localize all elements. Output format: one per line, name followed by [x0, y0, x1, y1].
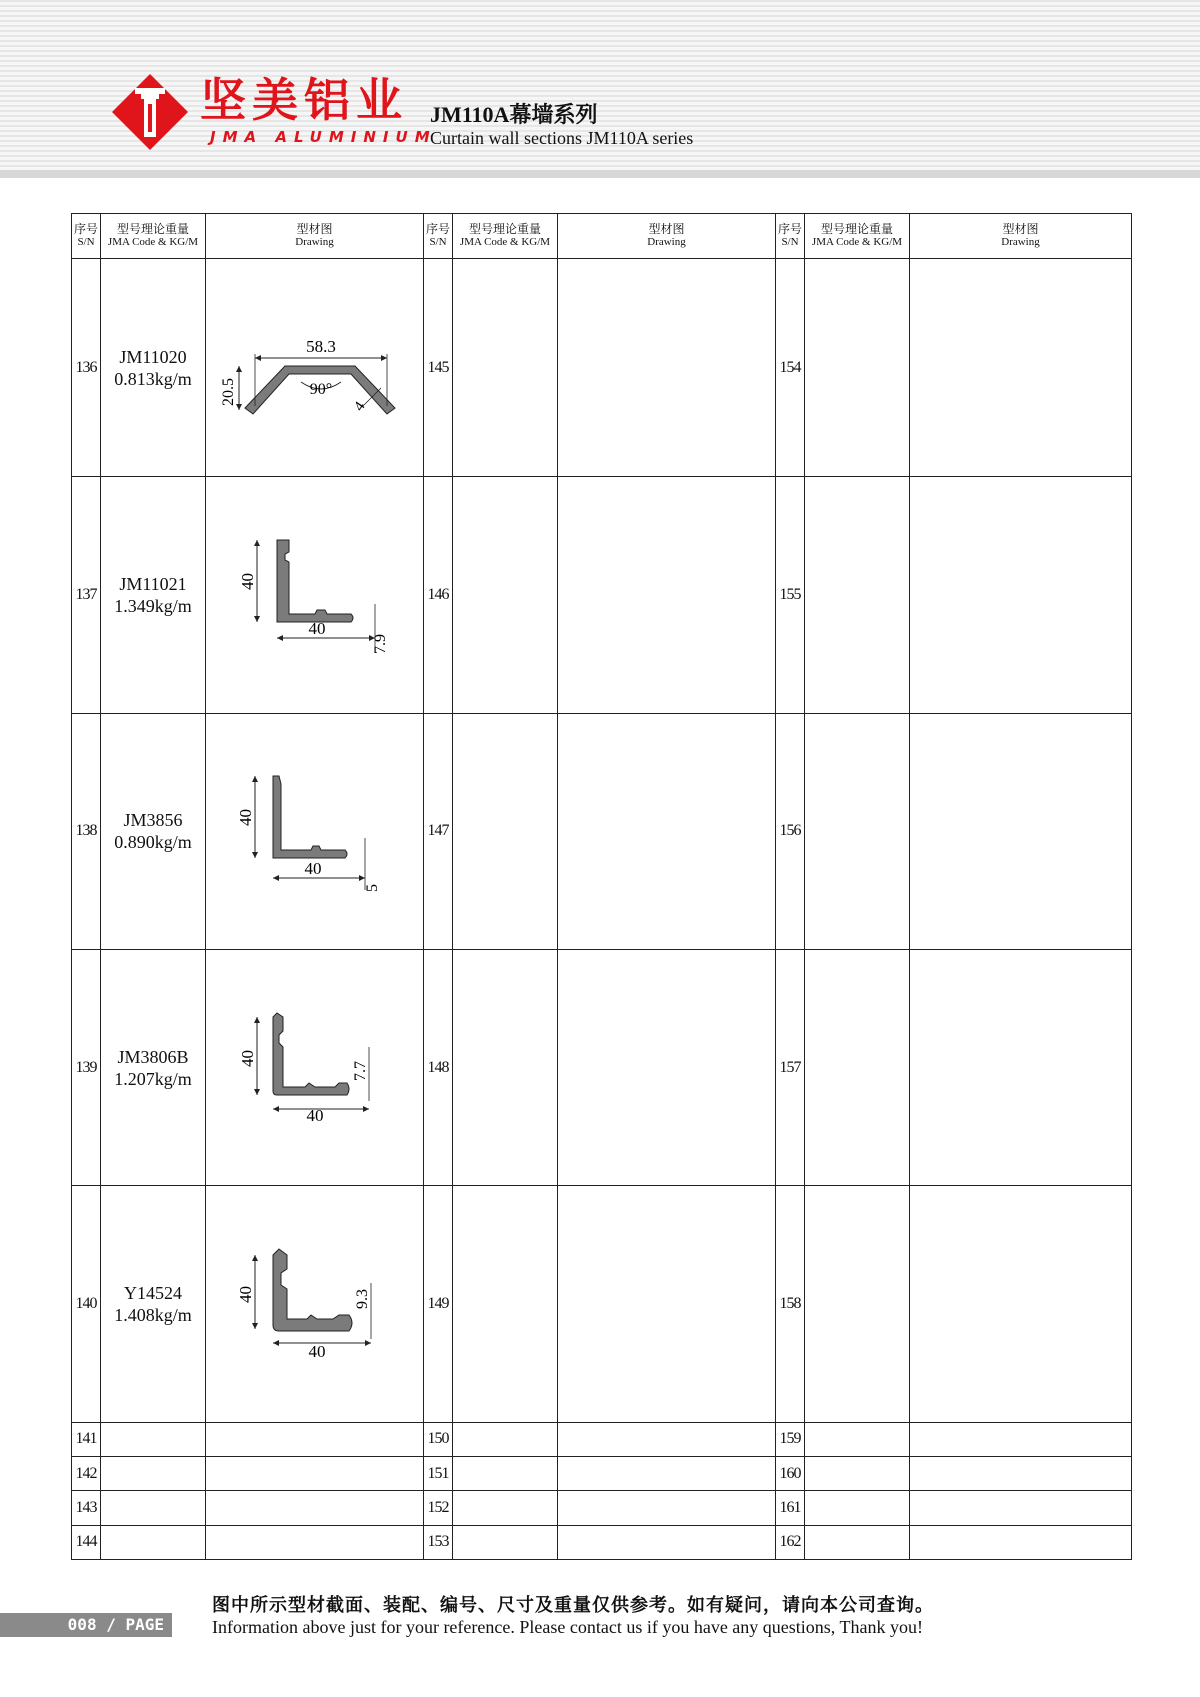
drawing-cell — [558, 713, 776, 949]
svg-text:40: 40 — [306, 1105, 323, 1125]
jma-diamond-logo-icon — [110, 72, 190, 152]
page-number-label: 008 / PAGE — [0, 1613, 172, 1637]
drawing-cell — [558, 1525, 776, 1559]
code-cell — [453, 259, 558, 477]
drawing-cell — [558, 1457, 776, 1491]
table-row — [72, 1491, 1132, 1525]
header-drawing: 型材图 Drawing — [910, 214, 1132, 259]
code-cell — [805, 1457, 910, 1491]
code-cell — [805, 1491, 910, 1525]
profile-weight: 1.408kg/m — [114, 1305, 192, 1326]
header-sn: 序号 S/N — [776, 214, 805, 259]
code-cell — [453, 1186, 558, 1422]
code-cell — [453, 950, 558, 1186]
code-cell — [453, 1422, 558, 1456]
svg-text:90°: 90° — [309, 380, 332, 398]
code-cell — [453, 1457, 558, 1491]
code-cell — [805, 1422, 910, 1456]
code-cell — [101, 1525, 206, 1559]
profile-weight: 1.207kg/m — [114, 1068, 192, 1089]
drawing-cell — [206, 1491, 424, 1525]
sn-cell: 147 — [424, 713, 453, 949]
footer-note-en: Information above just for your reference. Please contact us if you have any questions, Thank you! — [212, 1617, 923, 1637]
sn-cell: 138 — [72, 713, 101, 949]
code-cell — [101, 950, 206, 1186]
svg-text:40: 40 — [237, 1049, 257, 1067]
series-subtitle: Curtain wall sections JM110A series — [430, 128, 694, 148]
table-row — [72, 259, 1132, 477]
code-cell — [453, 1525, 558, 1559]
svg-text:20.5: 20.5 — [219, 377, 237, 406]
drawing-cell — [206, 1457, 424, 1491]
drawing-cell — [910, 1186, 1132, 1422]
header-sn: 序号 S/N — [424, 214, 453, 259]
sn-cell: 148 — [424, 950, 453, 1186]
drawing-cell — [910, 259, 1132, 477]
drawing-cell — [910, 477, 1132, 713]
drawing-cell — [206, 477, 424, 713]
sn-cell: 156 — [776, 713, 805, 949]
code-cell — [453, 713, 558, 949]
profile-weight: 0.890kg/m — [114, 832, 192, 853]
header-drawing: 型材图 Drawing — [206, 214, 424, 259]
code-cell — [101, 713, 206, 949]
profile-code: JM11021 — [119, 574, 187, 595]
sn-cell: 159 — [776, 1422, 805, 1456]
code-cell — [805, 259, 910, 477]
drawing-cell — [206, 1525, 424, 1559]
code-cell — [101, 1422, 206, 1456]
sn-cell: 137 — [72, 477, 101, 713]
sn-cell: 149 — [424, 1186, 453, 1422]
drawing-cell — [910, 1457, 1132, 1491]
sn-cell: 152 — [424, 1491, 453, 1525]
svg-text:40: 40 — [235, 809, 255, 827]
sn-cell: 139 — [72, 950, 101, 1186]
drawing-cell — [558, 1491, 776, 1525]
svg-text:40: 40 — [308, 1342, 325, 1362]
header-drawing: 型材图 Drawing — [558, 214, 776, 259]
code-cell — [805, 713, 910, 949]
drawing-cell — [910, 950, 1132, 1186]
profile-drawing-jm11020 — [215, 308, 415, 428]
drawing-cell — [558, 259, 776, 477]
drawing-cell — [910, 1525, 1132, 1559]
drawing-cell — [206, 713, 424, 949]
sn-cell: 157 — [776, 950, 805, 1186]
drawing-cell — [558, 1422, 776, 1456]
drawing-cell — [558, 477, 776, 713]
sn-cell: 140 — [72, 1186, 101, 1422]
table-header-row — [72, 214, 1132, 259]
sn-cell: 153 — [424, 1525, 453, 1559]
header-code: 型号理论重量 JMA Code & KG/M — [101, 214, 206, 259]
sn-cell: 161 — [776, 1491, 805, 1525]
sn-cell: 141 — [72, 1422, 101, 1456]
sn-cell: 150 — [424, 1422, 453, 1456]
svg-text:40: 40 — [308, 619, 325, 639]
header-bottom-stripe — [0, 170, 1200, 178]
svg-text:40: 40 — [235, 1286, 255, 1304]
code-cell — [101, 477, 206, 713]
header-code: 型号理论重量 JMA Code & KG/M — [453, 214, 558, 259]
sn-cell: 145 — [424, 259, 453, 477]
sn-cell: 136 — [72, 259, 101, 477]
drawing-cell — [206, 1186, 424, 1422]
svg-text:58.3: 58.3 — [305, 336, 336, 356]
profile-drawing-jm11021 — [215, 530, 415, 660]
code-cell — [453, 1491, 558, 1525]
svg-text:7.9: 7.9 — [371, 634, 389, 655]
table-row — [72, 950, 1132, 1186]
profile-catalog-table — [71, 213, 1132, 1560]
code-cell — [101, 1186, 206, 1422]
svg-text:5: 5 — [363, 884, 381, 893]
profile-drawing-jm3806b — [215, 1003, 415, 1133]
drawing-cell — [910, 1422, 1132, 1456]
svg-text:4: 4 — [350, 398, 369, 414]
profile-code: JM3856 — [123, 810, 183, 831]
profile-drawing-jm3856 — [215, 766, 415, 896]
drawing-cell — [910, 1491, 1132, 1525]
profile-code: Y14524 — [124, 1283, 182, 1304]
profile-code: JM3806B — [117, 1046, 189, 1067]
sn-cell: 143 — [72, 1491, 101, 1525]
profile-weight: 1.349kg/m — [114, 596, 192, 617]
sn-cell: 151 — [424, 1457, 453, 1491]
series-title: JM110A幕墙系列 — [430, 102, 598, 127]
sn-cell: 146 — [424, 477, 453, 713]
sn-cell: 160 — [776, 1457, 805, 1491]
sn-cell: 144 — [72, 1525, 101, 1559]
code-cell — [805, 950, 910, 1186]
footer-note-cn: 图中所示型材截面、装配、编号、尺寸及重量仅供参考。如有疑问，请向本公司查询。 — [212, 1595, 934, 1616]
svg-text:40: 40 — [237, 573, 257, 591]
code-cell — [101, 1491, 206, 1525]
table-row — [72, 1422, 1132, 1456]
table-row — [72, 1525, 1132, 1559]
svg-text:9.3: 9.3 — [353, 1289, 371, 1310]
code-cell — [101, 259, 206, 477]
sn-cell: 142 — [72, 1457, 101, 1491]
code-cell — [101, 1457, 206, 1491]
profile-drawing-y14524 — [215, 1239, 415, 1369]
table-row — [72, 713, 1132, 949]
sn-cell: 154 — [776, 259, 805, 477]
code-cell — [805, 1525, 910, 1559]
sn-cell: 155 — [776, 477, 805, 713]
drawing-cell — [558, 1186, 776, 1422]
sn-cell: 162 — [776, 1525, 805, 1559]
svg-text:40: 40 — [304, 859, 321, 879]
drawing-cell — [206, 950, 424, 1186]
sn-cell: 158 — [776, 1186, 805, 1422]
brand-name-en: JMA ALUMINIUM — [210, 128, 437, 146]
drawing-cell — [558, 950, 776, 1186]
drawing-cell — [206, 259, 424, 477]
code-cell — [805, 477, 910, 713]
profile-weight: 0.813kg/m — [114, 368, 192, 389]
code-cell — [805, 1186, 910, 1422]
brand-name-cn: 坚美铝业 — [200, 73, 408, 127]
table-row — [72, 1186, 1132, 1422]
code-cell — [453, 477, 558, 713]
svg-text:7.7: 7.7 — [351, 1060, 369, 1081]
drawing-cell — [206, 1422, 424, 1456]
table-row — [72, 477, 1132, 713]
table-row — [72, 1457, 1132, 1491]
header-code: 型号理论重量 JMA Code & KG/M — [805, 214, 910, 259]
profile-code: JM11020 — [119, 346, 187, 367]
drawing-cell — [910, 713, 1132, 949]
header-sn: 序号 S/N — [72, 214, 101, 259]
